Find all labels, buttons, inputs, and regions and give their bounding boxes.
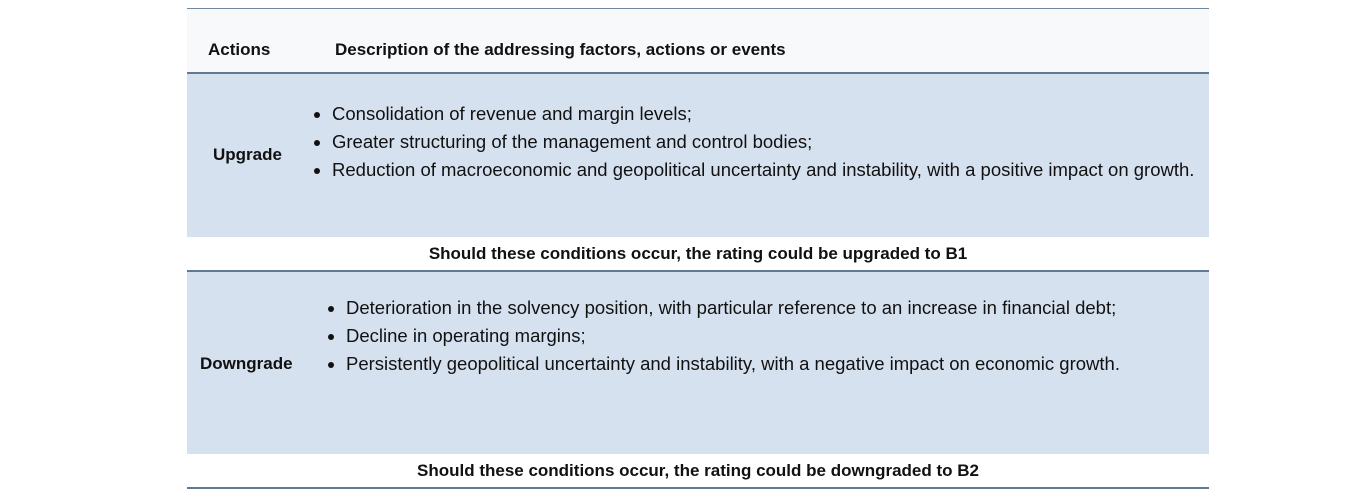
upgrade-list	[312, 100, 1202, 184]
rating-actions-table	[187, 8, 1209, 489]
header-actions: Actions	[208, 40, 271, 59]
list-item: • Reduction of macroeconomic and geopolitical uncertainty and instability, with a positive impact on growth.	[332, 156, 1202, 184]
list-item: • Persistently geopolitical uncertainty and instability, with a negative impact on economic growth.	[346, 350, 1156, 378]
header-description: Description of the addressing factors, actions or events	[335, 40, 786, 59]
upgrade-row	[187, 74, 1209, 237]
table-header	[187, 9, 1209, 72]
list-item: • Deterioration in the solvency position, with particular reference to an increase in financial debt;	[346, 294, 1156, 322]
bottom-rule	[187, 487, 1209, 489]
downgrade-row	[187, 272, 1209, 454]
upgrade-condition: Should these conditions occur, the rating could be upgraded to B1	[187, 237, 1209, 270]
upgrade-label: Upgrade	[213, 145, 282, 164]
downgrade-list	[326, 294, 1156, 378]
list-item: • Decline in operating margins;	[346, 322, 1156, 350]
list-item: • Greater structuring of the management and control bodies;	[332, 128, 1202, 156]
downgrade-label: Downgrade	[200, 354, 293, 373]
list-item: • Consolidation of revenue and margin levels;	[332, 100, 1202, 128]
downgrade-condition: Should these conditions occur, the rating could be downgraded to B2	[187, 454, 1209, 487]
